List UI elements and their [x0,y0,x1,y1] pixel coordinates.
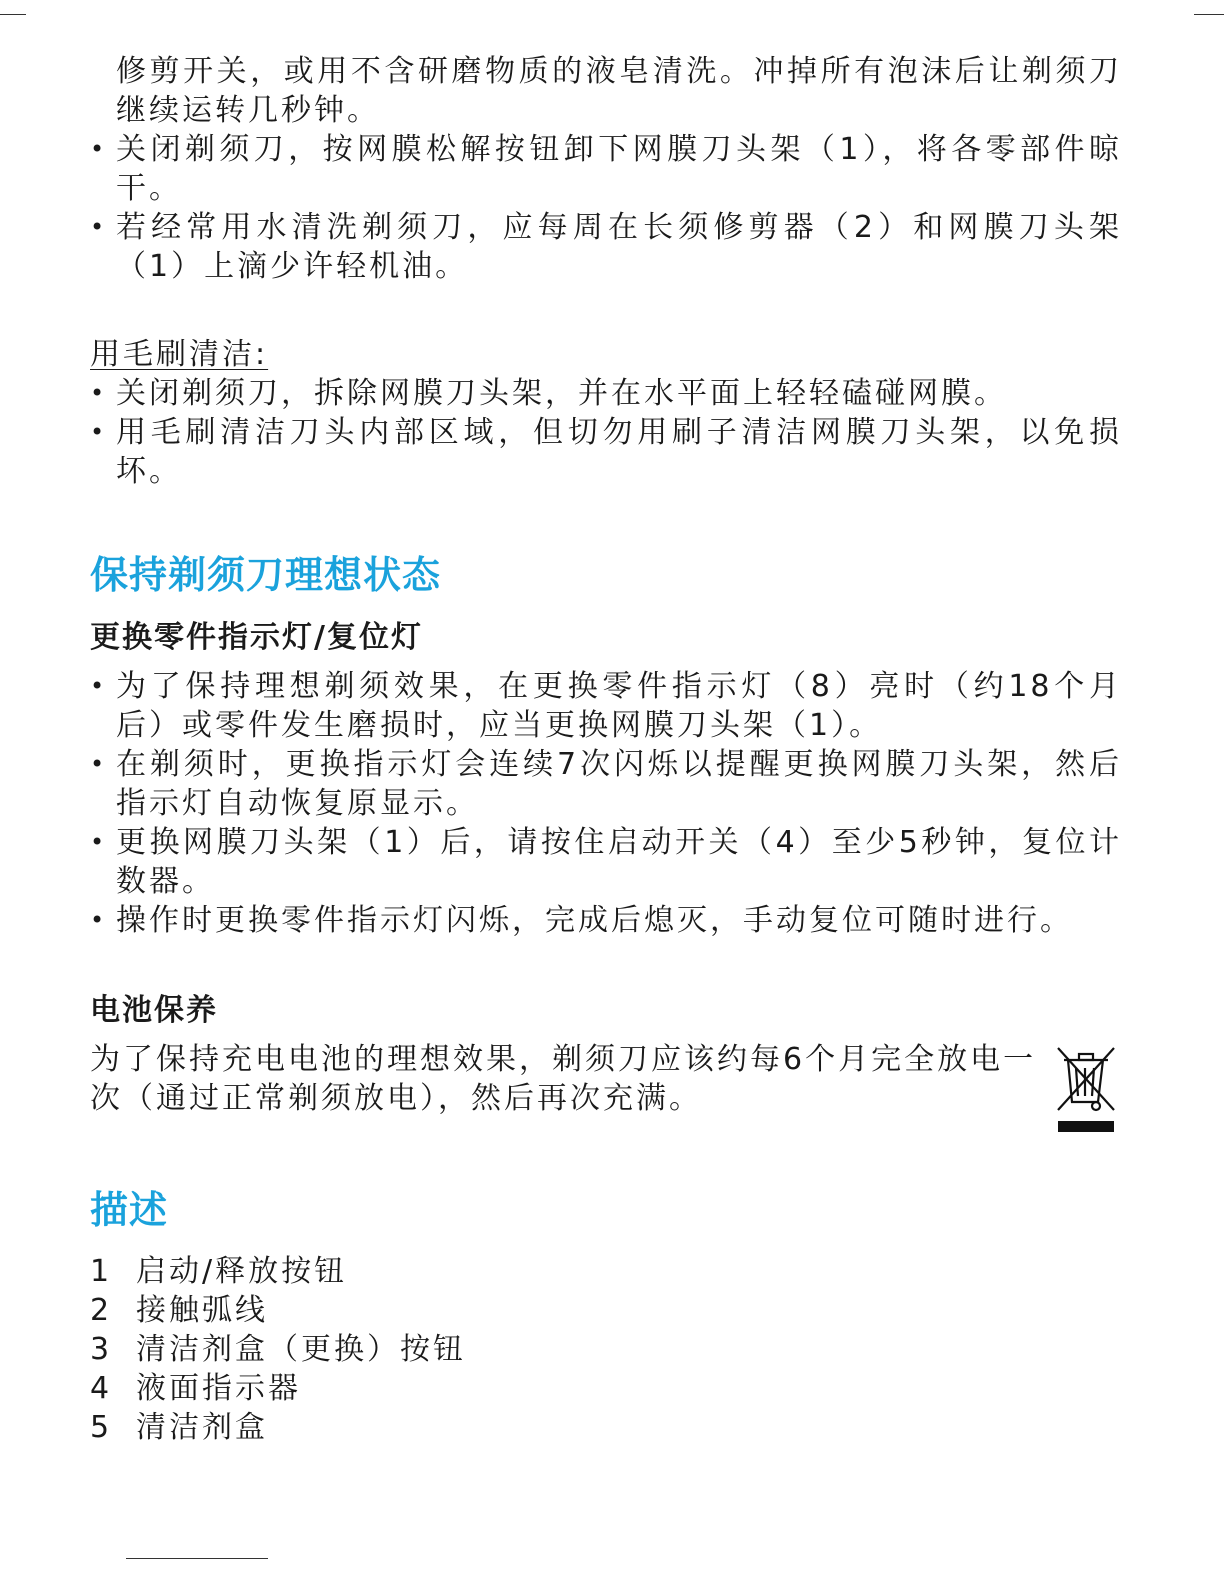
description-list [90,1252,1122,1447]
description-item-1 [90,1252,1122,1291]
description-item-3 [90,1330,1122,1369]
description-item-label: 清洁剂盒 [136,1410,268,1445]
brush-heading: 用毛刷清洁: [90,337,269,372]
keep-bullet-3: • 更换网膜刀头架（1）后，请按住启动开关（4）至少5秒钟，复位计数器。 [90,823,1122,901]
crop-mark-right [1194,14,1224,15]
wash-bullet-1: • 关闭剃须刀，按网膜松解按钮卸下网膜刀头架（1），将各零部件晾干。 [90,130,1122,208]
keep-bullet-4: • 操作时更换零件指示灯闪烁，完成后熄灭，手动复位可随时进行。 [90,901,1122,940]
wash-bullet-2: • 若经常用水清洗剃须刀，应每周在长须修剪器（2）和网膜刀头架（1）上滴少许轻机油。 [90,208,1122,286]
description-item-label: 接触弧线 [136,1293,268,1328]
crop-mark-left [0,14,26,15]
battery-title: 电池保养 [90,993,218,1028]
section-title-keep: 保持剃须刀理想状态 [90,553,442,597]
keep-bullets [90,667,1122,940]
section-subtitle-indicator: 更换零件指示灯/复位灯 [90,620,423,655]
description-item-5 [90,1408,1122,1447]
battery-text: 为了保持充电电池的理想效果，剃须刀应该约每6个月完全放电一次（通过正常剃须放电），然后再次充满。 [90,1042,1037,1116]
description-item-4 [90,1369,1122,1408]
description-title: 描述 [90,1188,169,1232]
brush-section [90,335,1122,491]
weee-crossed-bin-icon [1054,1044,1118,1134]
brush-bullet-1: • 关闭剃须刀，拆除网膜刀头架，并在水平面上轻轻磕碰网膜。 [90,374,1122,413]
intro-continuation: 修剪开关，或用不含研磨物质的液皂清洗。冲掉所有泡沫后让剃须刀继续运转几秒钟。 [116,54,1122,128]
description-item-number: 1 [90,1254,113,1289]
brush-bullet-2: • 用毛刷清洁刀头内部区域，但切勿用刷子清洁网膜刀头架，以免损坏。 [90,413,1122,491]
description-item-label: 液面指示器 [136,1371,301,1406]
description-item-number: 3 [90,1332,113,1367]
description-item-label: 启动/释放按钮 [136,1254,348,1289]
keep-bullet-2: • 在剃须时，更换指示灯会连续7次闪烁以提醒更换网膜刀头架，然后指示灯自动恢复原显示。 [90,745,1122,823]
keep-bullet-1: • 为了保持理想剃须效果，在更换零件指示灯（8）亮时（约18个月后）或零件发生磨损时，应当更换网膜刀头架（1）。 [90,667,1122,745]
description-item-label: 清洁剂盒（更换）按钮 [136,1332,466,1367]
brush-bullets [90,374,1122,491]
battery-section [90,1040,1122,1118]
description-item-number: 2 [90,1293,113,1328]
description-item-number: 4 [90,1371,113,1406]
wash-section [90,52,1122,286]
footer-rule [126,1558,268,1559]
description-item-number: 5 [90,1410,113,1445]
description-item-2 [90,1291,1122,1330]
wash-bullets [90,130,1122,286]
